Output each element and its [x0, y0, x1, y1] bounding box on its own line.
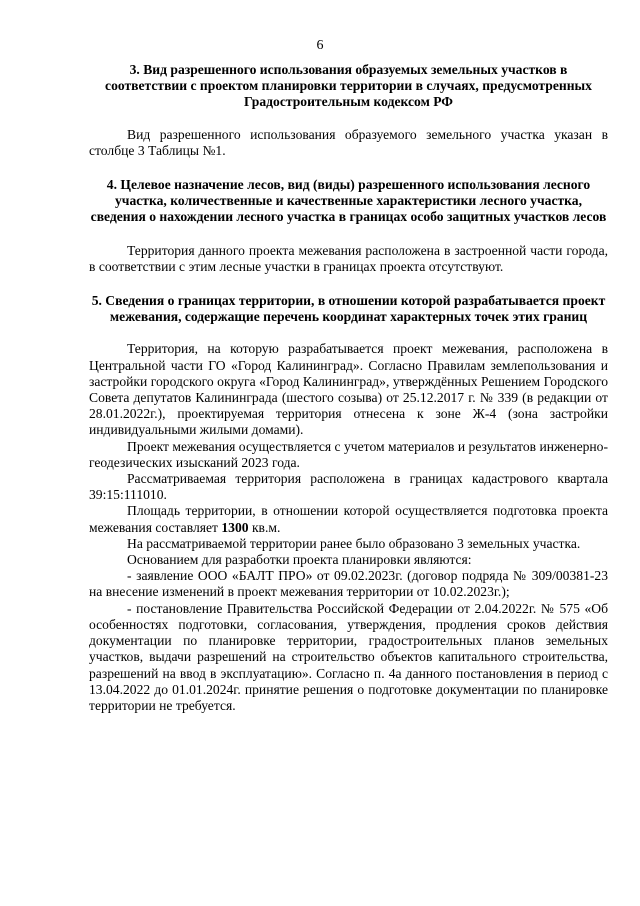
section-3-heading: 3. Вид разрешенного использования образуемых земельных участков в соответствии с проектом планировки территории в случаях, предусмотренных Градостроительным кодексом РФ [105, 62, 592, 110]
area-value: 1300 [221, 519, 249, 535]
section-5-paragraph-location: Территория, на которую разрабатывается проект межевания, расположена в Центральной части ГО «Город Калининград». Согласно Правилам землепользования и застройки городского округа «Город Калининград», утверждённых Решением Городского Совета депутатов Калининграда (шестого созыва) от 25.12.2017 г. № 339 (в редакции от 28.01.2022г.), проектируемая территория отнесена к зоне Ж-4 (зона застройки индивидуальными жилыми домами). [89, 341, 608, 438]
section-5-paragraph-area [89, 503, 608, 535]
section-5-paragraph-basis: Основанием для разработки проекта планировки являются: [127, 552, 472, 568]
section-5-heading: 5. Сведения о границах территории, в отношении которой разрабатывается проект межевания, содержащие перечень координат характерных точек этих границ [91, 293, 606, 325]
page-number: 6 [316, 38, 324, 53]
basis-item-resolution: - постановление Правительства Российской Федерации от 2.04.2022г. № 575 «Об особенностях подготовки, согласования, утверждения, продления сроков действия документации по планировке территории, градостроительных планов земельных участков, выдачи разрешений на строительство объектов капитального строительства, разрешений на ввод в эксплуатацию». Согласно п. 4а данного постановления в период с 13.04.2022 до 01.01.2024г. принятие решения о подготовке документации по планировке территории не требуется. [89, 600, 608, 713]
section-5-paragraph-cadastral: Рассматриваемая территория расположена в границах кадастрового квартала 39:15:111010. [89, 471, 608, 503]
section-3-paragraph: Вид разрешенного использования образуемого земельного участка указан в столбце 3 Таблицы №1. [89, 126, 608, 158]
section-5-paragraph-survey: Проект межевания осуществляется с учетом материалов и результатов инженерно-геодезических изысканий 2023 года. [89, 438, 608, 470]
section-4-heading: 4. Целевое назначение лесов, вид (виды) разрешенного использования лесного участка, количественные и качественные характеристики лесного участка, сведения о нахождении лесного участка в границах особо защитных участков лесов [90, 177, 607, 225]
area-text-after: кв.м. [248, 519, 281, 535]
section-5-paragraph-parcels: На рассматриваемой территории ранее было образовано 3 земельных участка. [127, 535, 581, 551]
basis-item-application: - заявление ООО «БАЛТ ПРО» от 09.02.2023г. (договор подряда № 309/00381-23 на внесение изменений в проект межевания территории от 10.02.2023г.); [89, 568, 608, 600]
page-content [89, 62, 608, 714]
area-text-before: Площадь территории, в отношении которой осуществляется подготовка проекта межевания составляет [89, 503, 608, 535]
section-4-paragraph: Территория данного проекта межевания расположена в застроенной части города, в соответствии с этим лесные участки в границах проекта отсутствуют. [89, 242, 608, 274]
